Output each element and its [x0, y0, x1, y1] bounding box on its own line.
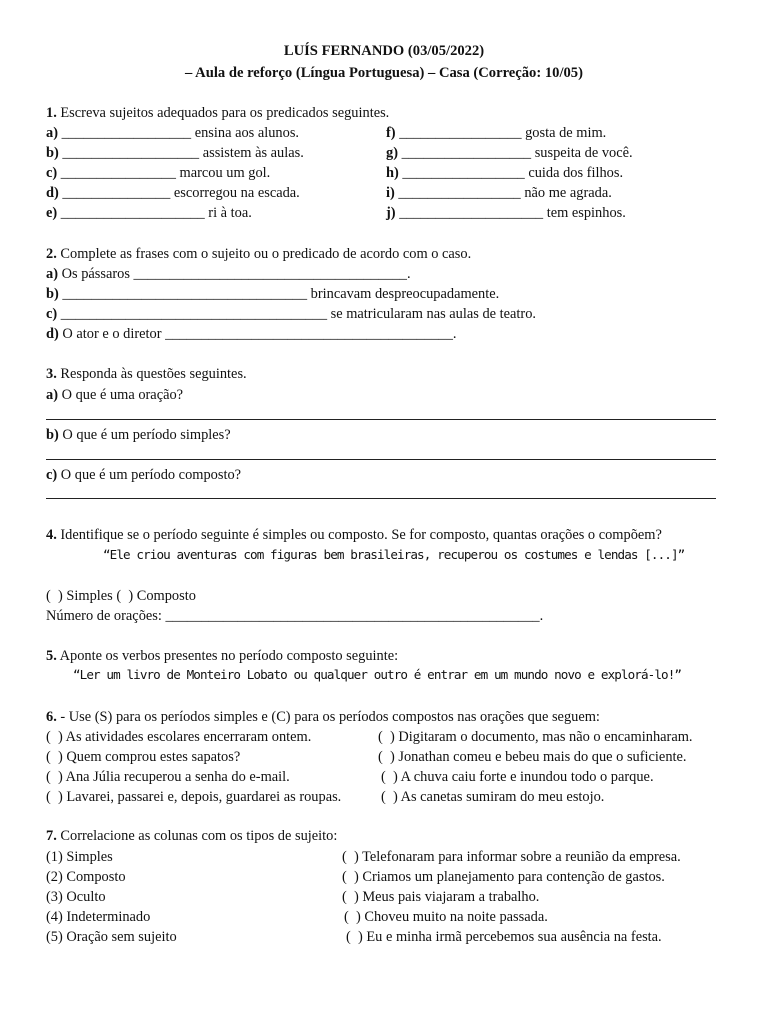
q1-item-i: [386, 186, 612, 200]
q7-left-item: (4) Indeterminado: [46, 909, 151, 925]
item-text: ________________ marcou um gol.: [57, 165, 271, 181]
header-subtitle: – Aula de reforço (Língua Portuguesa) – Casa (Correção: 10/05): [185, 65, 583, 81]
item-text: ____________________ tem espinhos.: [395, 205, 626, 221]
q1-item-d: [46, 186, 300, 200]
item-letter: c): [46, 306, 58, 322]
item-text: _________________ não me agrada.: [394, 185, 612, 201]
item-text: O que é um período composto?: [57, 467, 242, 483]
item-letter: c): [46, 467, 58, 483]
question-2-text: Complete as frases com o sujeito ou o predicado de acordo com o caso.: [56, 246, 472, 262]
item-letter: h): [386, 165, 399, 181]
item-letter: b): [46, 286, 59, 302]
item-letter: i): [386, 185, 395, 201]
q7-right-item[interactable]: ( ) Telefonaram para informar sobre a reunião da empresa.: [342, 849, 681, 865]
item-text: _________________ gosta de mim.: [395, 125, 607, 141]
item-text: O que é uma oração?: [58, 387, 184, 403]
q7-right-item[interactable]: ( ) Meus pais viajaram a trabalho.: [342, 889, 540, 905]
q4-quote: “Ele criou aventuras com figuras bem brasileiras, recuperou os costumes e lendas [...]”: [103, 547, 685, 562]
q7-left-item: (2) Composto: [46, 869, 126, 885]
question-2: [46, 247, 471, 261]
q4-count-line: Número de orações: ____________________________________________________.: [46, 608, 544, 624]
q6-left-item[interactable]: ( ) Quem comprou estes sapatos?: [46, 749, 241, 765]
q1-item-f: [386, 126, 606, 140]
q6-left-item[interactable]: ( ) As atividades escolares encerraram ontem.: [46, 729, 312, 745]
question-1: [46, 106, 389, 120]
item-text: _________________ cuida dos filhos.: [398, 165, 624, 181]
answer-line[interactable]: [46, 459, 716, 460]
q6-left-item[interactable]: ( ) Ana Júlia recuperou a senha do e-mail.: [46, 769, 290, 785]
q1-item-c: [46, 166, 270, 180]
item-letter: a): [46, 387, 58, 403]
item-text: __________________________________ brincavam despreocupadamente.: [58, 286, 500, 302]
item-text: __________________ suspeita de você.: [398, 145, 633, 161]
question-7-text: Correlacione as colunas com os tipos de sujeito:: [56, 828, 338, 844]
item-text: __________________ ensina aos alunos.: [58, 125, 300, 141]
q4-options[interactable]: ( ) Simples ( ) Composto: [46, 588, 196, 604]
item-text: Os pássaros ______________________________________.: [58, 266, 411, 282]
item-letter: f): [386, 125, 396, 141]
header-name-date: LUÍS FERNANDO (03/05/2022): [283, 43, 485, 59]
q6-left-item[interactable]: ( ) Lavarei, passarei e, depois, guardarei as roupas.: [46, 789, 342, 805]
question-5-number: 5.: [46, 648, 57, 664]
q1-item-h: [386, 166, 623, 180]
item-letter: j): [386, 205, 396, 221]
question-6-text: - Use (S) para os períodos simples e (C) para os períodos compostos nas orações que seguem:: [56, 709, 600, 725]
q7-right-item[interactable]: ( ) Choveu muito na noite passada.: [344, 909, 548, 925]
item-letter: c): [46, 165, 58, 181]
question-1-text: Escreva sujeitos adequados para os predicados seguintes.: [56, 105, 390, 121]
q7-right-item[interactable]: ( ) Eu e minha irmã percebemos sua ausência na festa.: [346, 929, 662, 945]
q3-item-b: [46, 428, 231, 442]
question-7: [46, 829, 337, 843]
q2-item-c: [46, 307, 536, 321]
item-letter: a): [46, 125, 58, 141]
item-letter: d): [46, 185, 59, 201]
q6-right-item[interactable]: ( ) A chuva caiu forte e inundou todo o parque.: [381, 769, 654, 785]
item-text: _____________________________________ se matricularam nas aulas de teatro.: [57, 306, 536, 322]
q3-item-c: [46, 468, 241, 482]
question-5-text: Aponte os verbos presentes no período composto seguinte:: [56, 648, 399, 664]
item-text: _______________ escorregou na escada.: [58, 185, 300, 201]
question-3-number: 3.: [46, 366, 57, 382]
answer-line[interactable]: [46, 419, 716, 420]
q7-left-item: (3) Oculto: [46, 889, 106, 905]
q3-item-a: [46, 388, 183, 402]
q2-item-b: [46, 287, 499, 301]
item-text: ___________________ assistem às aulas.: [58, 145, 304, 161]
item-text: O que é um período simples?: [58, 427, 231, 443]
q7-right-item[interactable]: ( ) Criamos um planejamento para contenção de gastos.: [342, 869, 665, 885]
item-text: ____________________ ri à toa.: [57, 205, 252, 221]
q1-item-a: [46, 126, 299, 140]
q2-item-a: [46, 267, 411, 281]
item-letter: b): [46, 427, 59, 443]
item-letter: g): [386, 145, 398, 161]
answer-line[interactable]: [46, 498, 716, 499]
q2-item-d: [46, 327, 457, 341]
question-6: [46, 710, 600, 724]
question-4-number: 4.: [46, 527, 57, 543]
q1-item-e: [46, 206, 252, 220]
q5-quote: “Ler um livro de Monteiro Lobato ou qualquer outro é entrar em um mundo novo e explorá-lo!”: [73, 667, 682, 682]
q1-item-g: [386, 146, 633, 160]
question-3-text: Responda às questões seguintes.: [56, 366, 247, 382]
question-4-text: Identifique se o período seguinte é simples ou composto. Se for composto, quantas orações o compõem?: [56, 527, 662, 543]
question-4: [46, 528, 662, 542]
question-7-number: 7.: [46, 828, 57, 844]
item-letter: d): [46, 326, 59, 342]
q6-right-item[interactable]: ( ) Digitaram o documento, mas não o encaminharam.: [378, 729, 693, 745]
question-3: [46, 367, 247, 381]
question-2-number: 2.: [46, 246, 57, 262]
q6-right-item[interactable]: ( ) As canetas sumiram do meu estojo.: [381, 789, 605, 805]
q1-item-j: [386, 206, 626, 220]
q6-right-item[interactable]: ( ) Jonathan comeu e bebeu mais do que o suficiente.: [378, 749, 687, 765]
q7-left-item: (5) Oração sem sujeito: [46, 929, 177, 945]
item-letter: a): [46, 266, 58, 282]
question-1-number: 1.: [46, 105, 57, 121]
question-6-number: 6.: [46, 709, 57, 725]
question-5: [46, 649, 398, 663]
q7-left-item: (1) Simples: [46, 849, 113, 865]
item-letter: b): [46, 145, 59, 161]
q1-item-b: [46, 146, 304, 160]
item-text: O ator e o diretor ________________________________________.: [58, 326, 457, 342]
item-letter: e): [46, 205, 58, 221]
